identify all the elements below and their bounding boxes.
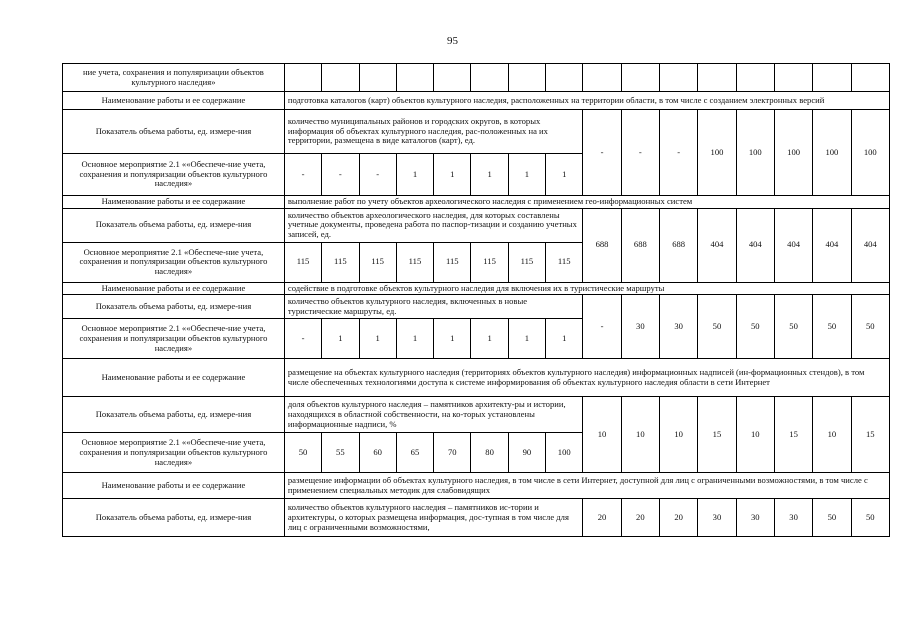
- value-cell: 115: [508, 242, 545, 282]
- value-cell: 30: [774, 499, 812, 537]
- value-cell: 1: [546, 154, 583, 196]
- value-cell: 404: [736, 208, 774, 282]
- indicator-description: количество муниципальных районов и городских округов, в которых информация об объектах культурного наследия, рас-положенных на их территории, размещена в виде каталогов (карт), ед.: [284, 110, 583, 154]
- value-cell: 30: [660, 295, 698, 359]
- value-cell: 100: [774, 110, 812, 196]
- page-number: 95: [447, 35, 458, 47]
- table-row: [63, 397, 890, 433]
- table-row: [63, 64, 890, 92]
- row-label: Основное мероприятие 2.1 ««Обеспече-ние учета, сохранения и популяризации объектов культурного наследия»: [63, 154, 285, 196]
- value-cell: 1: [434, 154, 471, 196]
- value-cell: -: [284, 154, 321, 196]
- value-cell: 50: [851, 295, 889, 359]
- value-cell: 1: [322, 319, 359, 359]
- work-description: выполнение работ по учету объектов археологического наследия с применением гео-информационных систем: [284, 196, 889, 209]
- row-label: Наименование работы и ее содержание: [63, 92, 285, 110]
- indicator-description: доля объектов культурного наследия – памятников архитекту-ры и истории, находящихся в областной собственности, на ко-торых установлены информационные надписи, %: [284, 397, 583, 433]
- value-cell: -: [660, 110, 698, 196]
- work-description: содействие в подготовке объектов культурного наследия для включения их в туристические маршруты: [284, 282, 889, 295]
- value-cell: 50: [736, 295, 774, 359]
- table-row: [63, 295, 890, 319]
- value-cell: 80: [471, 433, 508, 473]
- value-cell: 20: [583, 499, 621, 537]
- value-cell: 1: [434, 319, 471, 359]
- value-cell: 100: [813, 110, 851, 196]
- value-cell: 30: [698, 499, 736, 537]
- row-label: Основное мероприятие 2.1 «Обеспече-ние учета, сохранения и популяризации объектов культурного наследия»: [63, 242, 285, 282]
- value-cell: 115: [322, 242, 359, 282]
- value-cell: 10: [660, 397, 698, 473]
- value-cell: 1: [359, 319, 396, 359]
- value-cell: 55: [322, 433, 359, 473]
- value-cell: 1: [508, 319, 545, 359]
- value-cell: 20: [660, 499, 698, 537]
- value-cell: -: [284, 319, 321, 359]
- value-cell: 115: [471, 242, 508, 282]
- value-cell: -: [359, 154, 396, 196]
- value-cell: 50: [851, 499, 889, 537]
- work-description: размещение на объектах культурного наследия (территориях объектов культурного наследия) информационных надписей (ин-формационных стендов), в том числе обеспеченных технологиями доступа к системе информирования об объектах культурного наследия области в сети Интернет: [284, 359, 889, 397]
- value-cell: -: [621, 110, 659, 196]
- table-row: [63, 473, 890, 499]
- value-cell: 1: [471, 154, 508, 196]
- row-label: ние учета, сохранения и популяризации объектов культурного наследия»: [63, 64, 285, 92]
- value-cell: 20: [621, 499, 659, 537]
- row-label: Показатель объема работы, ед. измере-ния: [63, 110, 285, 154]
- value-cell: -: [322, 154, 359, 196]
- value-cell: -: [583, 110, 621, 196]
- row-label: Наименование работы и ее содержание: [63, 359, 285, 397]
- row-label: Наименование работы и ее содержание: [63, 282, 285, 295]
- table-row: [63, 499, 890, 537]
- value-cell: 115: [284, 242, 321, 282]
- value-cell: 688: [621, 208, 659, 282]
- value-cell: 1: [508, 154, 545, 196]
- value-cell: 15: [698, 397, 736, 473]
- row-label: Основное мероприятие 2.1 ««Обеспече-ние учета, сохранения и популяризации объектов культурного наследия»: [63, 319, 285, 359]
- value-cell: 100: [851, 110, 889, 196]
- value-cell: 404: [851, 208, 889, 282]
- value-cell: 10: [736, 397, 774, 473]
- value-cell: 1: [396, 154, 433, 196]
- value-cell: 688: [583, 208, 621, 282]
- indicator-description: количество объектов археологического наследия, для которых составлены учетные документы, проведена работа по паспор-тизации и созданию учетных записей, ед.: [284, 208, 583, 242]
- row-label: Показатель объема работы, ед. измере-ния: [63, 295, 285, 319]
- table-row: [63, 92, 890, 110]
- table-row: [63, 196, 890, 209]
- row-label: Показатель объема работы, ед. измере-ния: [63, 208, 285, 242]
- value-cell: -: [583, 295, 621, 359]
- value-cell: 688: [660, 208, 698, 282]
- value-cell: 50: [813, 295, 851, 359]
- value-cell: 15: [774, 397, 812, 473]
- value-cell: 10: [813, 397, 851, 473]
- value-cell: 100: [736, 110, 774, 196]
- work-description: размещение информации об объектах культурного наследия, в том числе в сети Интернет, доступной для лиц с ограниченными возможностями, в том числе с применением специальных методик для слабовидящих: [284, 473, 889, 499]
- table-row: [63, 282, 890, 295]
- activities-table: [62, 63, 890, 537]
- value-cell: 10: [621, 397, 659, 473]
- value-cell: 50: [284, 433, 321, 473]
- value-cell: 15: [851, 397, 889, 473]
- value-cell: 404: [774, 208, 812, 282]
- table-row: [63, 359, 890, 397]
- row-label: Основное мероприятие 2.1 ««Обеспече-ние учета, сохранения и популяризации объектов культурного наследия»: [63, 433, 285, 473]
- value-cell: 1: [471, 319, 508, 359]
- value-cell: 50: [774, 295, 812, 359]
- indicator-description: количество объектов культурного наследия – памятников ис-тории и архитектуры, о которых размещена информация, дос-тупная в том числе для лиц с ограниченными возможностями,: [284, 499, 583, 537]
- value-cell: 115: [546, 242, 583, 282]
- value-cell: 404: [698, 208, 736, 282]
- value-cell: 115: [434, 242, 471, 282]
- value-cell: 115: [396, 242, 433, 282]
- value-cell: 1: [396, 319, 433, 359]
- value-cell: 100: [546, 433, 583, 473]
- indicator-description: количество объектов культурного наследия, включенных в новые туристические маршруты, ед.: [284, 295, 583, 319]
- value-cell: 70: [434, 433, 471, 473]
- value-cell: 115: [359, 242, 396, 282]
- value-cell: 1: [546, 319, 583, 359]
- value-cell: 65: [396, 433, 433, 473]
- value-cell: 30: [621, 295, 659, 359]
- table-row: [63, 110, 890, 154]
- value-cell: 50: [698, 295, 736, 359]
- value-cell: 60: [359, 433, 396, 473]
- value-cell: 90: [508, 433, 545, 473]
- table-row: [63, 208, 890, 242]
- row-label: Наименование работы и ее содержание: [63, 196, 285, 209]
- row-label: Показатель объема работы, ед. измере-ния: [63, 499, 285, 537]
- value-cell: 50: [813, 499, 851, 537]
- value-cell: 10: [583, 397, 621, 473]
- row-label: Наименование работы и ее содержание: [63, 473, 285, 499]
- value-cell: 100: [698, 110, 736, 196]
- value-cell: 30: [736, 499, 774, 537]
- work-description: подготовка каталогов (карт) объектов культурного наследия, расположенных на территории области, в том числе с созданием электронных версий: [284, 92, 889, 110]
- value-cell: 404: [813, 208, 851, 282]
- row-label: Показатель объема работы, ед. измере-ния: [63, 397, 285, 433]
